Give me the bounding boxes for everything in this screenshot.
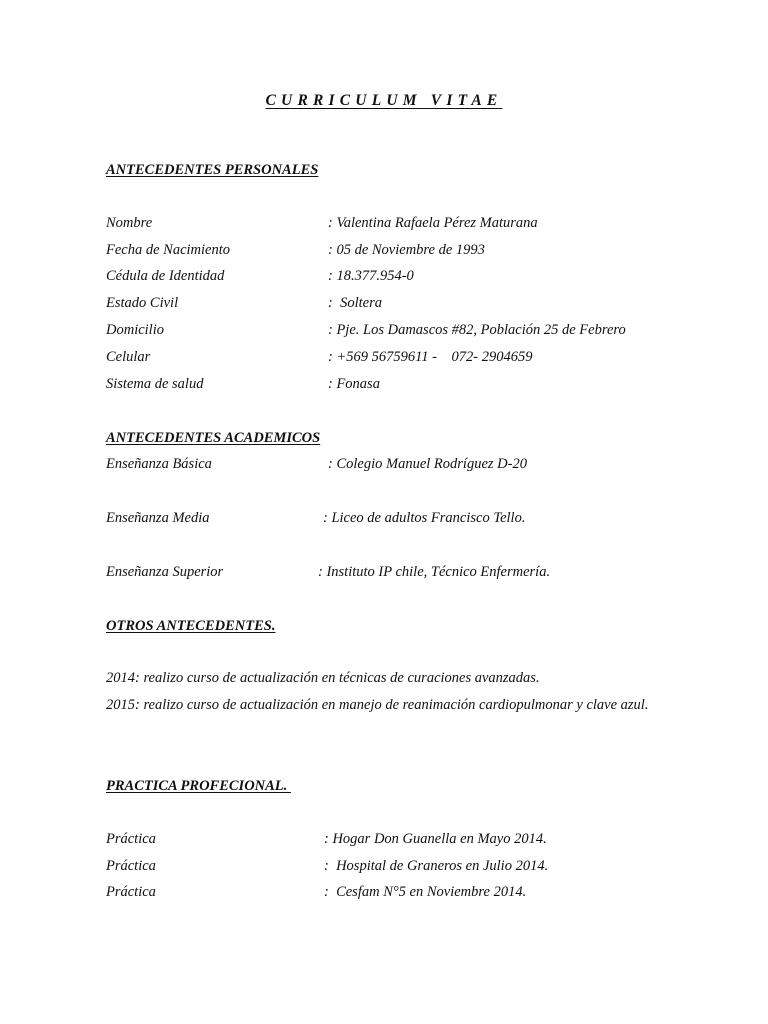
academic-heading: ANTECEDENTES ACADEMICOS (106, 430, 321, 446)
row-value: : Liceo de adultos Francisco Tello. (323, 510, 526, 526)
practice-row-2 (106, 858, 676, 878)
row-label: Enseñanza Básica (106, 456, 212, 472)
row-label: Práctica (106, 831, 156, 847)
row-value: : Hogar Don Guanella en Mayo 2014. (324, 831, 547, 847)
other-line-2014: 2014: realizo curso de actualización en técnicas de curaciones avanzadas. (106, 670, 540, 686)
row-label: Enseñanza Media (106, 510, 210, 526)
practice-heading: PRACTICA PROFECIONAL. (106, 778, 291, 794)
academic-row-higher (106, 564, 676, 584)
row-value: : 18.377.954-0 (328, 268, 414, 284)
row-label: Domicilio (106, 322, 164, 338)
row-label: Cédula de Identidad (106, 268, 225, 284)
practice-row-1 (106, 831, 676, 851)
academic-row-secondary (106, 510, 676, 530)
row-value: : Hospital de Graneros en Julio 2014. (324, 858, 549, 874)
personal-row-phone (106, 349, 676, 369)
row-value: : +569 56759611 - 072- 2904659 (328, 349, 533, 365)
personal-row-id (106, 268, 676, 288)
row-value: : 05 de Noviembre de 1993 (328, 242, 485, 258)
row-value: : Colegio Manuel Rodríguez D-20 (328, 456, 527, 472)
row-value: : Pje. Los Damascos #82, Población 25 de Febrero (328, 322, 626, 338)
personal-row-health (106, 376, 676, 396)
row-label: Fecha de Nacimiento (106, 242, 231, 258)
row-value: : Fonasa (328, 376, 380, 392)
personal-row-civil-status (106, 295, 676, 315)
practice-row-3 (106, 884, 676, 904)
personal-row-address (106, 322, 676, 342)
row-label: Práctica (106, 858, 156, 874)
other-heading: OTROS ANTECEDENTES. (106, 618, 276, 634)
row-value: : Instituto IP chile, Técnico Enfermería. (318, 564, 551, 580)
row-label: Nombre (106, 215, 153, 231)
academic-row-basic (106, 456, 676, 476)
other-line-2015: 2015: realizo curso de actualización en manejo de reanimación cardiopulmonar y clave azul. (106, 697, 649, 713)
row-value: : Valentina Rafaela Pérez Maturana (328, 215, 538, 231)
row-label: Enseñanza Superior (106, 564, 224, 580)
row-label: Estado Civil (106, 295, 179, 311)
row-label: Sistema de salud (106, 376, 204, 392)
personal-row-name (106, 215, 676, 235)
row-label: Práctica (106, 884, 156, 900)
row-label: Celular (106, 349, 151, 365)
personal-heading: ANTECEDENTES PERSONALES (106, 162, 319, 178)
row-value: : Cesfam N°5 en Noviembre 2014. (324, 884, 527, 900)
document-title: CURRICULUM VITAE (265, 92, 503, 109)
personal-row-birthdate (106, 242, 676, 262)
row-value: : Soltera (328, 295, 382, 311)
